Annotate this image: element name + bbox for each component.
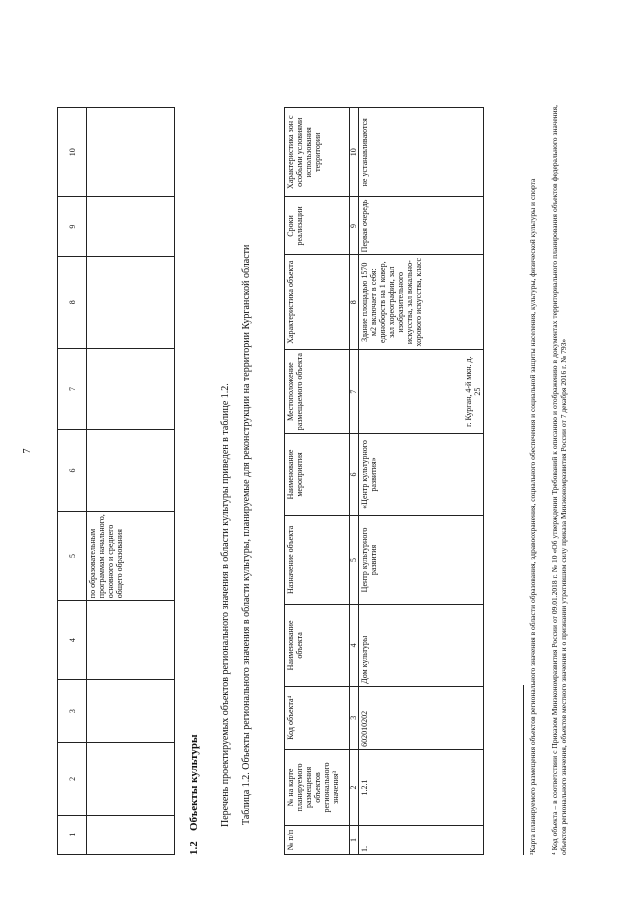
table-cell [87,108,175,197]
column-number: 10 [350,108,359,198]
column-header: № п/п [285,826,350,855]
section-title: Объекты культуры [188,734,200,831]
table-row [87,108,175,855]
table-header-row [285,108,350,855]
cell-location: г. Курган, 4-й мкн. д. 25 [359,350,484,434]
column-number: 9 [350,197,359,255]
intro-paragraph: Перечень проектируемых объектов регионального значения в области культуры приведен в таблице 1.2. [220,383,231,827]
table-caption: Таблица 1.2. Объекты регионального значения в области культуры, планируемые для реконструкции на территории Курганской области [241,244,252,825]
footnote-3: ³Карта планируемого размещения объектов регионального значения в области образования, здравоохранения, социального обеспечения и социальной защиты населения, культуры, физической культуры и спорта [528,178,537,855]
table-cell: по образовательным программам начального, основного и среднего общего образования [87,511,175,600]
table-cell: 4 [58,601,87,680]
cell-deadline: Первая очередь [359,197,484,255]
table-cell [87,601,175,680]
section-heading [188,734,200,855]
cell-zones: не устанавливаются [359,108,484,198]
table-cell: 7 [58,348,87,430]
continuation-table [57,107,175,855]
cell-measure-name: «Центр культурного развития» [359,434,484,516]
page-number: 7 [22,448,33,454]
column-number: 4 [350,605,359,687]
table-cell: 9 [58,197,87,256]
cell-object-code: 602010202 [359,686,484,749]
table-cell: 5 [58,511,87,600]
table-cell: 3 [58,680,87,743]
table-cell: 8 [58,256,87,348]
footnote-4: ⁴ Код объекта – в соответствии с Приказом Минэкономразвития России от 09.01.2018 г. № 10 «Об утверждении Требований к описанию и отображению в документах территориального планирования объектов федерального значения, объектов регионального значения, объектов местного значения и о признании утратившим силу приказа Минэкономразвития России от 7 декабря 2016 г. № 793» [550,105,568,855]
table-cell: 2 [58,743,87,815]
cell-object-name: Дом культуры [359,605,484,687]
column-header: Характеристика объекта [285,255,350,350]
table-cell: 1 [58,815,87,854]
table-cell [87,430,175,512]
table-cell [87,197,175,256]
column-header: Наименование мероприятия [285,434,350,516]
column-header: № на карте планируемого размещения объектов регионального значения³ [285,749,350,825]
culture-objects-table [284,107,484,855]
column-header: Характеристика зон с особыми условиями использования территории [285,108,350,198]
table-cell: 10 [58,108,87,197]
table-cell [87,815,175,854]
column-header: Код объекта⁴ [285,686,350,749]
column-number: 8 [350,255,359,350]
column-number: 1 [350,826,359,855]
cell-number: 1. [359,826,484,855]
column-header: Назначение объекта [285,515,350,604]
column-header: Наименование объекта [285,605,350,687]
table-cell [87,348,175,430]
column-number-row [350,108,359,855]
table-cell [87,256,175,348]
column-header: Местоположение размещаемого объекта [285,350,350,434]
table-row [58,108,87,855]
section-number: 1.2 [188,841,200,855]
column-number: 3 [350,686,359,749]
column-number: 5 [350,515,359,604]
column-number: 7 [350,350,359,434]
cell-object-purpose: Центр культурного развития [359,515,484,604]
column-number: 6 [350,434,359,516]
table-row [359,108,484,855]
cell-characteristics: Здание площадью 1570 м2 включает в себя: единоборств на 1 ковер, зал хореографии, зал изобразительного искусства, зал вокально-хорового искусства, класс [359,255,484,350]
table-cell: 6 [58,430,87,512]
cell-map-number: 1.2.1 [359,749,484,825]
table-cell [87,743,175,815]
footnote-separator [523,685,524,855]
column-header: Сроки реализации [285,197,350,255]
table-cell [87,680,175,743]
column-number: 2 [350,749,359,825]
